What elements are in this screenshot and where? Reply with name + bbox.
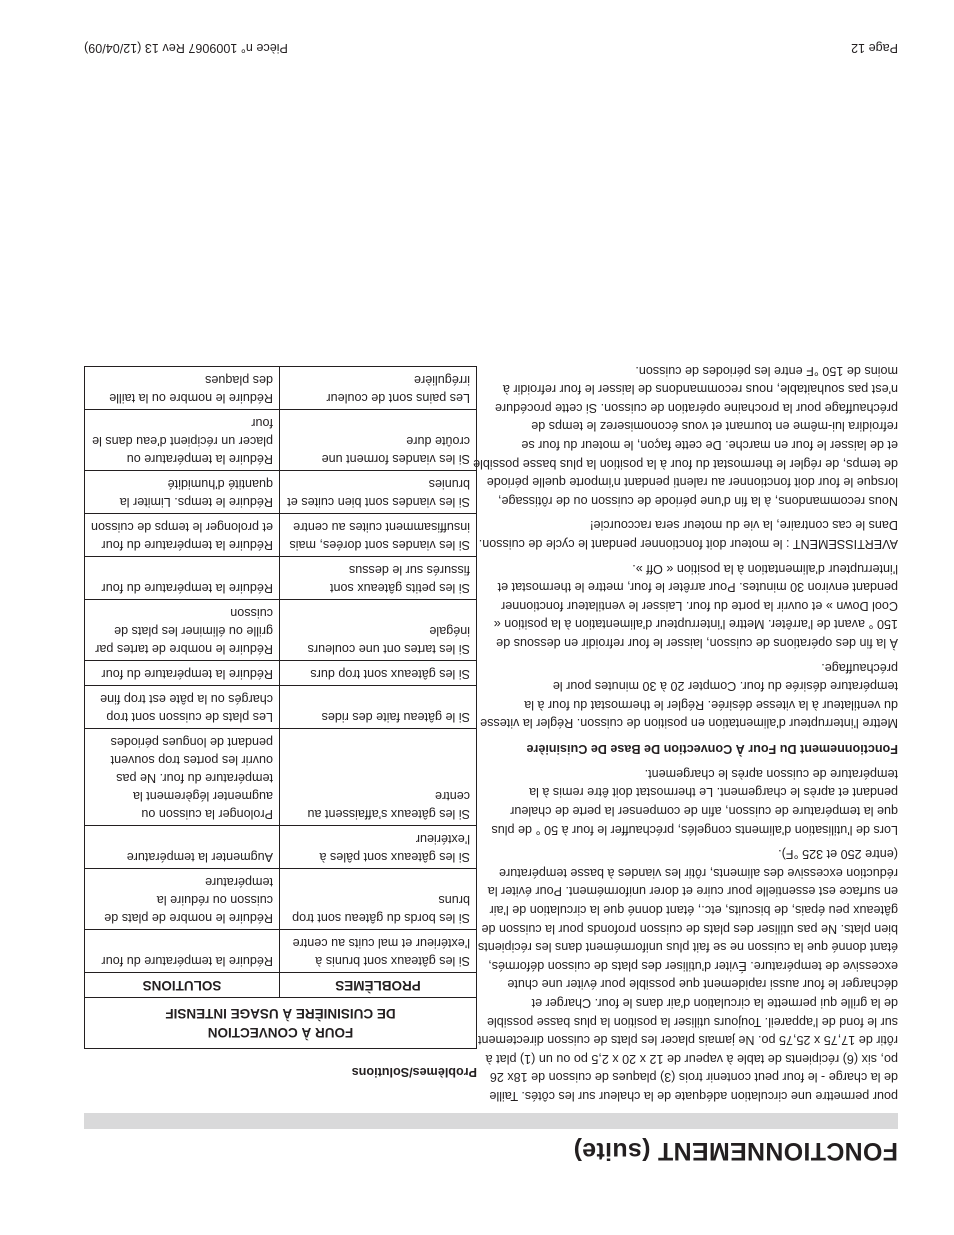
table-row xyxy=(85,367,477,410)
paragraph-preheat: Mettre l'interrupteur d'alimentation en position de cuisson. Régler la vitesse du ventilateur à la vitesse désirée. Régler le thermostat du four à la température désirée du four. Compter 20 à 30 minutes pour le préchauffage. xyxy=(480,660,898,731)
right-column xyxy=(84,366,477,1105)
problem-cell: Si le gâteau faite des rides xyxy=(280,686,477,729)
table-row xyxy=(85,410,477,471)
problem-cell: Si les bords du gâteau sont trop bruns xyxy=(280,869,477,930)
paragraph-load-guidelines: pour permettre une circulation adéquate de la chaleur sur les côtés. Taille de la charge - le four peut contenir trois (3) plaques de cuisson de 18x 26 po, six (6) récipients de table à vapeur de 12 x 20 x 2,5 po ou un (1) plat à rôtir de 17,75 x 25,75 po. Ne jamais placer les plats de cuisson directement sur le fond de l'appareil. Toujours utiliser la position la plus basse possible de la grille qui permette la circulation d'air dans le four. Charger et décharger le four aussi rapidement que possible pour éviter une chute excessive de température. Éviter d'utiliser des plats de cuisson déformés, étant donné que la cuisson ne se fait plus uniformément dans les récipients bien plats. Ne pas utiliser des plats de cuisson profonds pour la cuisson de gâteaux peu épais, de biscuits, etc., étant donné que la circulation de l'air en surface est essentielle pour cuire et dorer uniformément. Pour éviter la réduction excessive des aliments, rôtir les viandes à basse température (entre 250 et 325 °F). xyxy=(477,847,898,1103)
solution-cell: Réduire la température du four xyxy=(85,930,280,973)
solution-cell: Réduire le nombre de tartes par grille ou éliminer les plats de cuisson xyxy=(85,600,280,661)
solution-cell: Réduire la température du four xyxy=(85,661,280,686)
column-header-problems: PROBLÈMES xyxy=(280,973,477,998)
table-row xyxy=(85,869,477,930)
solution-cell: Augmenter la température xyxy=(85,826,280,869)
paragraph-cool-down: À la fin des opérations de cuisson, laisser le four refroidir en dessous de 150 ° avant de l'arrêter. Mettre l'interrupteur d'alimentation à la position « Cool Down » et ouvrir la porte du four. Laisser le ventilateur fonctionner pendant environ 30 minutes. Pour arrêter le four, mettre le thermostat et l'interrupteur d'alimentation à la position « Off ». xyxy=(493,561,898,650)
table-row xyxy=(85,557,477,600)
solution-cell: Réduire le nombre de plats de cuisson ou réduire la température xyxy=(85,869,280,930)
left-column xyxy=(473,355,898,1105)
solution-cell: Réduire la température du four xyxy=(85,557,280,600)
table-row xyxy=(85,471,477,514)
problem-cell: Si les viandes forment une croûte dure xyxy=(280,410,477,471)
solution-cell: Réduire le nombre ou la taille des plaques xyxy=(85,367,280,410)
problem-cell: Si les tartes ont une couleurs inégale xyxy=(280,600,477,661)
footer xyxy=(84,35,898,55)
problem-cell: Si les petits gâteaux sont fissurés sur le dessus xyxy=(280,557,477,600)
problem-cell: Si les gâteaux sont trop durs xyxy=(280,661,477,686)
solution-cell: Réduire le temps. Limiter la quantité d'humidité xyxy=(85,471,280,514)
problem-cell: Si les viandes sont dorées, mais insuffisamment cuites au centre xyxy=(280,514,477,557)
section-heading-operation: Fonctionnement Du Four À Convection De Base De Cuisinière xyxy=(526,742,898,757)
troubleshooting-table xyxy=(84,366,477,1049)
section-heading-problems: Problèmes/Solutions xyxy=(351,1065,477,1079)
title-bar xyxy=(84,1113,898,1165)
table-row xyxy=(85,514,477,557)
column-header-solutions: SOLUTIONS xyxy=(85,973,280,998)
page-title: FONCTIONNEMENT (suite) xyxy=(573,1137,898,1165)
solution-cell: Prolonger la cuisson ou augmenter légèrement la température du four. Ne pas ouvrir les portes trop souvent pendant de longues périodes xyxy=(85,729,280,826)
paragraph-recommendation: Nous recommandons, à la fin d'une période de cuisson ou de rôtissage, lorsque le four doit fonctionner au ralenti pendant n'importe quelle période de temps, de régler le thermostat du four à la position la plus basse possible et de laisser le four en marche. De cette façon, le moteur du four se refroidira lui-même en tournant et vous économiserez le temps de préchauffage pour la prochaine opération de cuisson. Si cette procédure n'est pas souhaitable, nous recommandons de laisser le four refroidir à moins de 150 °F entre les périodes de cuisson. xyxy=(473,363,898,508)
problem-cell: Les pains sont de couleur irrégulière xyxy=(280,367,477,410)
table-row xyxy=(85,600,477,661)
problem-cell: Si les gâteaux sont brunis à l'extérieur et mal cuits au centre xyxy=(280,930,477,973)
page-number: Page 12 xyxy=(851,41,898,55)
solution-cell: Réduire la température du four et prolonger le temps de cuisson xyxy=(85,514,280,557)
solution-cell: Les plats de cuisson sont trop chargés ou la pâte est trop fine xyxy=(85,686,280,729)
problem-cell: Si les gâteaux sont pâles à l'extérieur xyxy=(280,826,477,869)
part-number: Pièce n° 1009067 Rev 13 (12/04/09) xyxy=(84,41,288,55)
problem-cell: Si les gâteaux s'affaissent au centre xyxy=(280,729,477,826)
table-row xyxy=(85,826,477,869)
table-title: FOUR À CONVECTION DE CUISINIÈRE À USAGE INTENSIF xyxy=(85,998,477,1049)
table-row xyxy=(85,930,477,973)
table-row xyxy=(85,661,477,686)
paragraph-frozen-foods: Lors de l'utilisation d'aliments congelés, préchauffer le four à 50 ° de plus que la température de cuisson, afin de compenser la perte de chaleur pendant et après le chargement. Le thermostat doit être remis à la température de cuisson après le chargement. xyxy=(491,766,898,837)
table-row xyxy=(85,729,477,826)
solution-cell: Réduire la température ou placer un récipient d'eau dans le four xyxy=(85,410,280,471)
table-row xyxy=(85,686,477,729)
problem-cell: Si les viandes sont bien cuites et brunies xyxy=(280,471,477,514)
paragraph-warning: AVERTISSEMENT : le moteur doit fonctionner pendant le cycle de cuisson. Dans le cas contraire, la vie du moteur sera raccourcie! xyxy=(478,518,898,551)
